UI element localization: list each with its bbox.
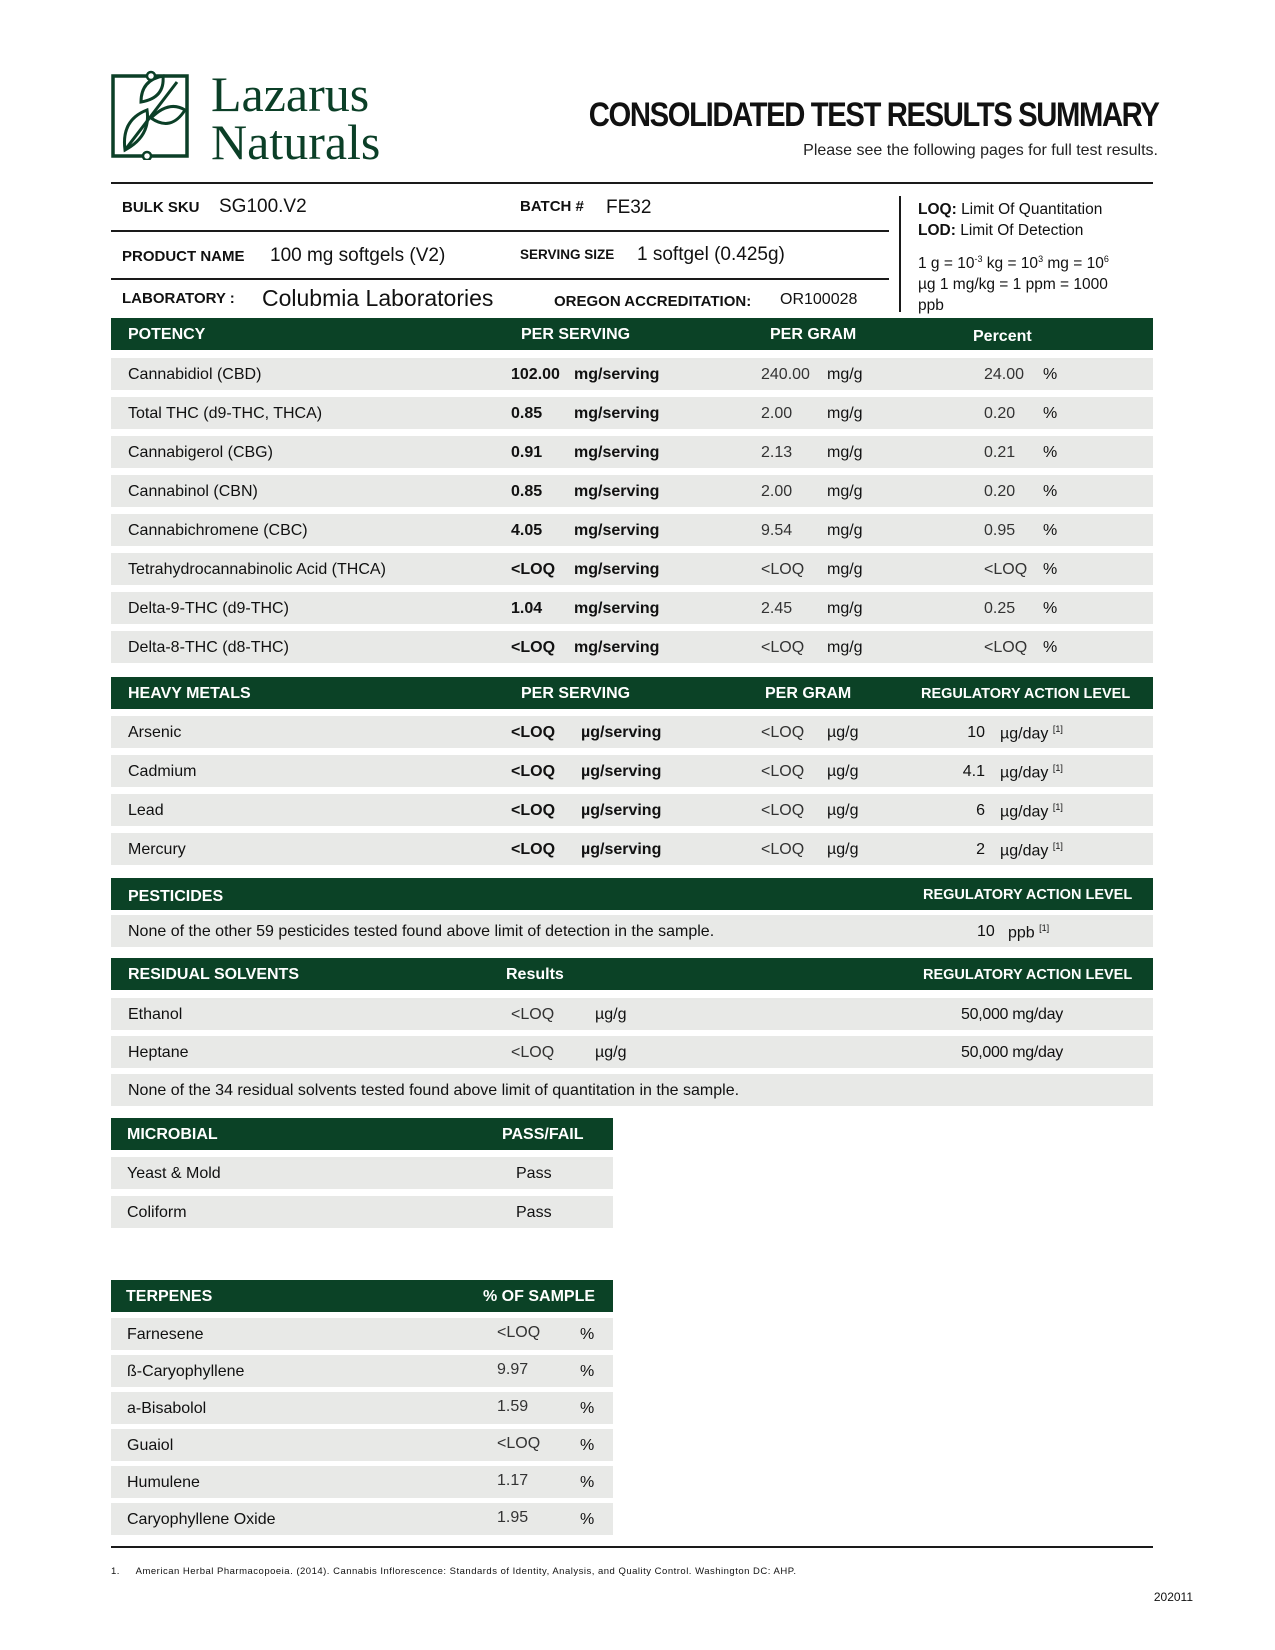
percent-value: 0.25 <box>984 600 1016 617</box>
analyte-name: Cannabigerol (CBG) <box>128 444 273 461</box>
terpene-name: Farnesene <box>127 1326 204 1343</box>
terpene-name: a-Bisabolol <box>127 1400 207 1417</box>
bulk-sku-value: SG100.V2 <box>219 196 307 217</box>
per-gram-unit: mg/g <box>827 522 863 539</box>
reference-mark: [1] <box>1052 763 1063 773</box>
action-level-value: 4.1 <box>962 763 985 780</box>
per-serving-unit: mg/serving <box>574 405 660 422</box>
info-rule-1 <box>111 230 889 232</box>
metals-header: HEAVY METALS PER SERVING PER GRAM REGULATORY ACTION LEVEL <box>111 677 1153 709</box>
laboratory-value: Colubmia Laboratories <box>262 285 494 311</box>
metal-row <box>111 755 1153 787</box>
analyte-name: Tetrahydrocannabinolic Acid (THCA) <box>128 561 386 578</box>
per-serving-value: 0.85 <box>511 405 543 422</box>
bottom-rule <box>111 1546 1153 1548</box>
accreditation-value: OR100028 <box>780 291 858 308</box>
product-name-label: PRODUCT NAME <box>122 248 245 265</box>
solvent-action-level: 50,000 mg/day <box>961 1044 1063 1061</box>
microbial-result: Pass <box>516 1165 552 1182</box>
potency-row <box>111 397 1153 429</box>
per-gram-unit: µg/g <box>827 724 859 741</box>
per-serving-unit: mg/serving <box>574 600 660 617</box>
percent-unit: % <box>1043 639 1058 656</box>
potency-row <box>111 592 1153 624</box>
metal-row <box>111 833 1153 865</box>
microbial-row <box>111 1157 613 1189</box>
per-gram-unit: mg/g <box>827 561 863 578</box>
microbial-result: Pass <box>516 1204 552 1221</box>
per-serving-value: <LOQ <box>511 561 556 578</box>
potency-row <box>111 631 1153 663</box>
terpenes-header: TERPENES % OF SAMPLE <box>111 1280 613 1312</box>
solvent-row <box>111 998 1153 1030</box>
analyte-name: Cannabichromene (CBC) <box>128 522 308 539</box>
percent-value: 0.20 <box>984 405 1016 422</box>
per-serving-unit: mg/serving <box>574 366 660 383</box>
reference-mark: [1] <box>1052 724 1063 734</box>
terpene-value: 1.17 <box>497 1472 529 1489</box>
page-title: CONSOLIDATED TEST RESULTS SUMMARY <box>588 96 1158 134</box>
per-gram-unit: mg/g <box>827 405 863 422</box>
terpene-value: 9.97 <box>497 1361 529 1378</box>
solvent-name: Ethanol <box>128 1006 183 1023</box>
per-gram-value: <LOQ <box>761 763 805 780</box>
percent-unit: % <box>1043 444 1058 461</box>
per-gram-value: <LOQ <box>761 802 805 819</box>
per-serving-value: <LOQ <box>511 841 556 858</box>
solvent-unit: µg/g <box>595 1044 627 1061</box>
brand-logo <box>111 66 411 170</box>
per-serving-value: 1.04 <box>511 600 543 617</box>
per-serving-value: <LOQ <box>511 802 556 819</box>
per-gram-unit: µg/g <box>827 802 859 819</box>
per-gram-value: 9.54 <box>761 522 793 539</box>
batch-value: FE32 <box>606 197 652 218</box>
accreditation-label: OREGON ACCREDITATION: <box>554 293 752 310</box>
action-level-unit <box>1000 802 1063 821</box>
per-gram-value: <LOQ <box>761 561 805 578</box>
percent-unit: % <box>1043 561 1058 578</box>
analyte-name: Delta-8-THC (d8-THC) <box>128 639 289 656</box>
legend-lod: LOD: Limit Of Detection <box>918 222 1084 239</box>
terpene-name: Caryophyllene Oxide <box>127 1511 276 1528</box>
percent-unit: % <box>1043 522 1058 539</box>
per-serving-unit: µg/serving <box>581 763 662 780</box>
percent-value: 0.95 <box>984 522 1016 539</box>
metal-name: Mercury <box>128 841 186 858</box>
terpene-unit: % <box>580 1400 595 1417</box>
terpene-value: <LOQ <box>497 1324 541 1341</box>
terpene-row <box>111 1355 613 1387</box>
per-serving-unit: mg/serving <box>574 483 660 500</box>
potency-row <box>111 475 1153 507</box>
per-gram-value: 2.45 <box>761 600 793 617</box>
percent-value: 0.20 <box>984 483 1016 500</box>
microbial-test-name: Coliform <box>127 1204 187 1221</box>
action-level-value: 2 <box>976 841 985 858</box>
footnote: 1. American Herbal Pharmacopoeia. (2014). Cannabis Inflorescence: Standards of Identity, Analysis, and Quality Control. Washington DC: AHP. <box>111 1566 797 1577</box>
legend-loq: LOQ: Limit Of Quantitation <box>918 201 1103 218</box>
per-serving-unit: µg/serving <box>581 724 662 741</box>
reference-mark: [1] <box>1052 802 1063 812</box>
analyte-name: Cannabidiol (CBD) <box>128 366 262 383</box>
per-serving-value: <LOQ <box>511 763 556 780</box>
microbial-test-name: Yeast & Mold <box>127 1165 221 1182</box>
action-level-unit-text: µg/day <box>1000 725 1049 743</box>
solvent-result: <LOQ <box>511 1006 555 1023</box>
top-rule <box>111 182 1153 184</box>
terpene-unit: % <box>580 1326 595 1343</box>
percent-unit: % <box>1043 405 1058 422</box>
solvent-result: <LOQ <box>511 1044 555 1061</box>
percent-value: 24.00 <box>984 366 1025 383</box>
terpene-name: Guaiol <box>127 1437 174 1454</box>
terpene-unit: % <box>580 1437 595 1454</box>
solvent-name: Heptane <box>128 1044 189 1061</box>
action-level-unit-text: µg/day <box>1000 803 1049 821</box>
info-rule-2 <box>111 278 889 280</box>
analyte-name: Cannabinol (CBN) <box>128 483 258 500</box>
terpene-row <box>111 1429 613 1461</box>
per-serving-unit: µg/serving <box>581 841 662 858</box>
document-code: 202011 <box>1153 1590 1193 1604</box>
legend-conversion: 1 $g = 10^{-3}$ kg = $10^3$ mg = $10^6$ <box>918 254 1109 273</box>
terpene-unit: % <box>580 1511 595 1528</box>
action-level-unit-text: µg/day <box>1000 764 1049 782</box>
per-gram-value: <LOQ <box>761 724 805 741</box>
per-gram-unit: µg/g <box>827 763 859 780</box>
per-gram-value: 2.00 <box>761 483 793 500</box>
solvent-row <box>111 1036 1153 1068</box>
terpene-value: 1.59 <box>497 1398 529 1415</box>
action-level-unit-text: µg/day <box>1000 842 1049 860</box>
per-gram-value: 2.00 <box>761 405 793 422</box>
per-gram-value: 240.00 <box>761 366 810 383</box>
serving-size-value: 1 softgel (0.425g) <box>637 244 785 265</box>
per-serving-value: <LOQ <box>511 724 556 741</box>
legend-block: LOQ: Limit Of Quantitation LOD: Limit Of Detection 1 $g = 10^{-3}$ kg = $10^3$ mg = $10^6$ µg 1 mg/kg = 1 ppm = 1000 ppb <box>918 199 1153 316</box>
percent-value: 0.21 <box>984 444 1016 461</box>
serving-size-label: SERVING SIZE <box>520 247 615 262</box>
per-serving-value: 0.85 <box>511 483 543 500</box>
action-level-value: 10 <box>967 724 985 741</box>
analyte-name: Delta-9-THC (d9-THC) <box>128 600 289 617</box>
potency-row <box>111 436 1153 468</box>
solvents-note-row: None of the 34 residual solvents tested found above limit of quantitation in the sample. <box>111 1074 1153 1106</box>
per-gram-unit: mg/g <box>827 600 863 617</box>
terpene-row <box>111 1466 613 1498</box>
action-level-unit <box>1000 724 1063 743</box>
metal-name: Arsenic <box>128 724 182 741</box>
percent-value: <LOQ <box>984 639 1028 656</box>
bulk-sku-label: BULK SKU <box>122 199 200 216</box>
pesticides-header: PESTICIDES REGULATORY ACTION LEVEL <box>111 878 1153 910</box>
terpene-unit: % <box>580 1474 595 1491</box>
terpene-name: ß-Caryophyllene <box>127 1363 245 1380</box>
percent-value: <LOQ <box>984 561 1028 578</box>
per-serving-unit: mg/serving <box>574 522 660 539</box>
metal-row <box>111 716 1153 748</box>
per-gram-unit: mg/g <box>827 639 863 656</box>
page-subtitle: Please see the following pages for full test results. <box>803 142 1158 159</box>
per-gram-unit: mg/g <box>827 483 863 500</box>
percent-unit: % <box>1043 600 1058 617</box>
per-gram-value: 2.13 <box>761 444 793 461</box>
metal-row <box>111 794 1153 826</box>
per-gram-value: <LOQ <box>761 639 805 656</box>
per-serving-value: 102.00 <box>511 366 560 383</box>
info-divider <box>899 196 901 312</box>
per-gram-unit: µg/g <box>827 841 859 858</box>
terpene-value: 1.95 <box>497 1509 529 1526</box>
potency-row <box>111 358 1153 390</box>
per-gram-unit: mg/g <box>827 444 863 461</box>
solvents-header: RESIDUAL SOLVENTS Results REGULATORY ACTION LEVEL <box>111 958 1153 990</box>
pesticides-row: None of the other 59 pesticides tested found above limit of detection in the sample. 10 ppb [1] <box>111 915 1153 947</box>
metal-name: Cadmium <box>128 763 197 780</box>
action-level-unit <box>1000 763 1063 782</box>
metal-name: Lead <box>128 802 164 819</box>
percent-unit: % <box>1043 483 1058 500</box>
terpene-name: Humulene <box>127 1474 200 1491</box>
per-serving-value: 4.05 <box>511 522 543 539</box>
microbial-header: MICROBIAL PASS/FAIL <box>111 1118 613 1150</box>
per-serving-unit: mg/serving <box>574 444 660 461</box>
potency-header: POTENCY PER SERVING PER GRAM Percent <box>111 318 1153 350</box>
terpene-row <box>111 1392 613 1424</box>
per-serving-unit: mg/serving <box>574 561 660 578</box>
per-serving-value: <LOQ <box>511 639 556 656</box>
action-level-value: 6 <box>976 802 985 819</box>
brand-name: Lazarus Naturals <box>211 66 381 170</box>
terpene-row <box>111 1318 613 1350</box>
solvent-unit: µg/g <box>595 1006 627 1023</box>
terpene-row <box>111 1503 613 1535</box>
product-name-value: 100 mg softgels (V2) <box>270 245 446 266</box>
terpene-unit: % <box>580 1363 595 1380</box>
per-serving-value: 0.91 <box>511 444 543 461</box>
per-serving-unit: mg/serving <box>574 639 660 656</box>
batch-label: BATCH # <box>520 198 584 215</box>
laboratory-label: LABORATORY : <box>122 290 235 307</box>
microbial-row <box>111 1196 613 1228</box>
potency-row <box>111 553 1153 585</box>
percent-unit: % <box>1043 366 1058 383</box>
solvent-action-level: 50,000 mg/day <box>961 1006 1063 1023</box>
terpene-value: <LOQ <box>497 1435 541 1452</box>
per-serving-unit: µg/serving <box>581 802 662 819</box>
per-gram-unit: mg/g <box>827 366 863 383</box>
reference-mark: [1] <box>1052 841 1063 851</box>
pesticides-unit: ppb [1] <box>1008 923 1050 942</box>
analyte-name: Total THC (d9-THC, THCA) <box>128 405 323 422</box>
per-gram-value: <LOQ <box>761 841 805 858</box>
action-level-unit <box>1000 841 1063 860</box>
potency-row <box>111 514 1153 546</box>
leaf-logo-icon <box>111 70 191 160</box>
